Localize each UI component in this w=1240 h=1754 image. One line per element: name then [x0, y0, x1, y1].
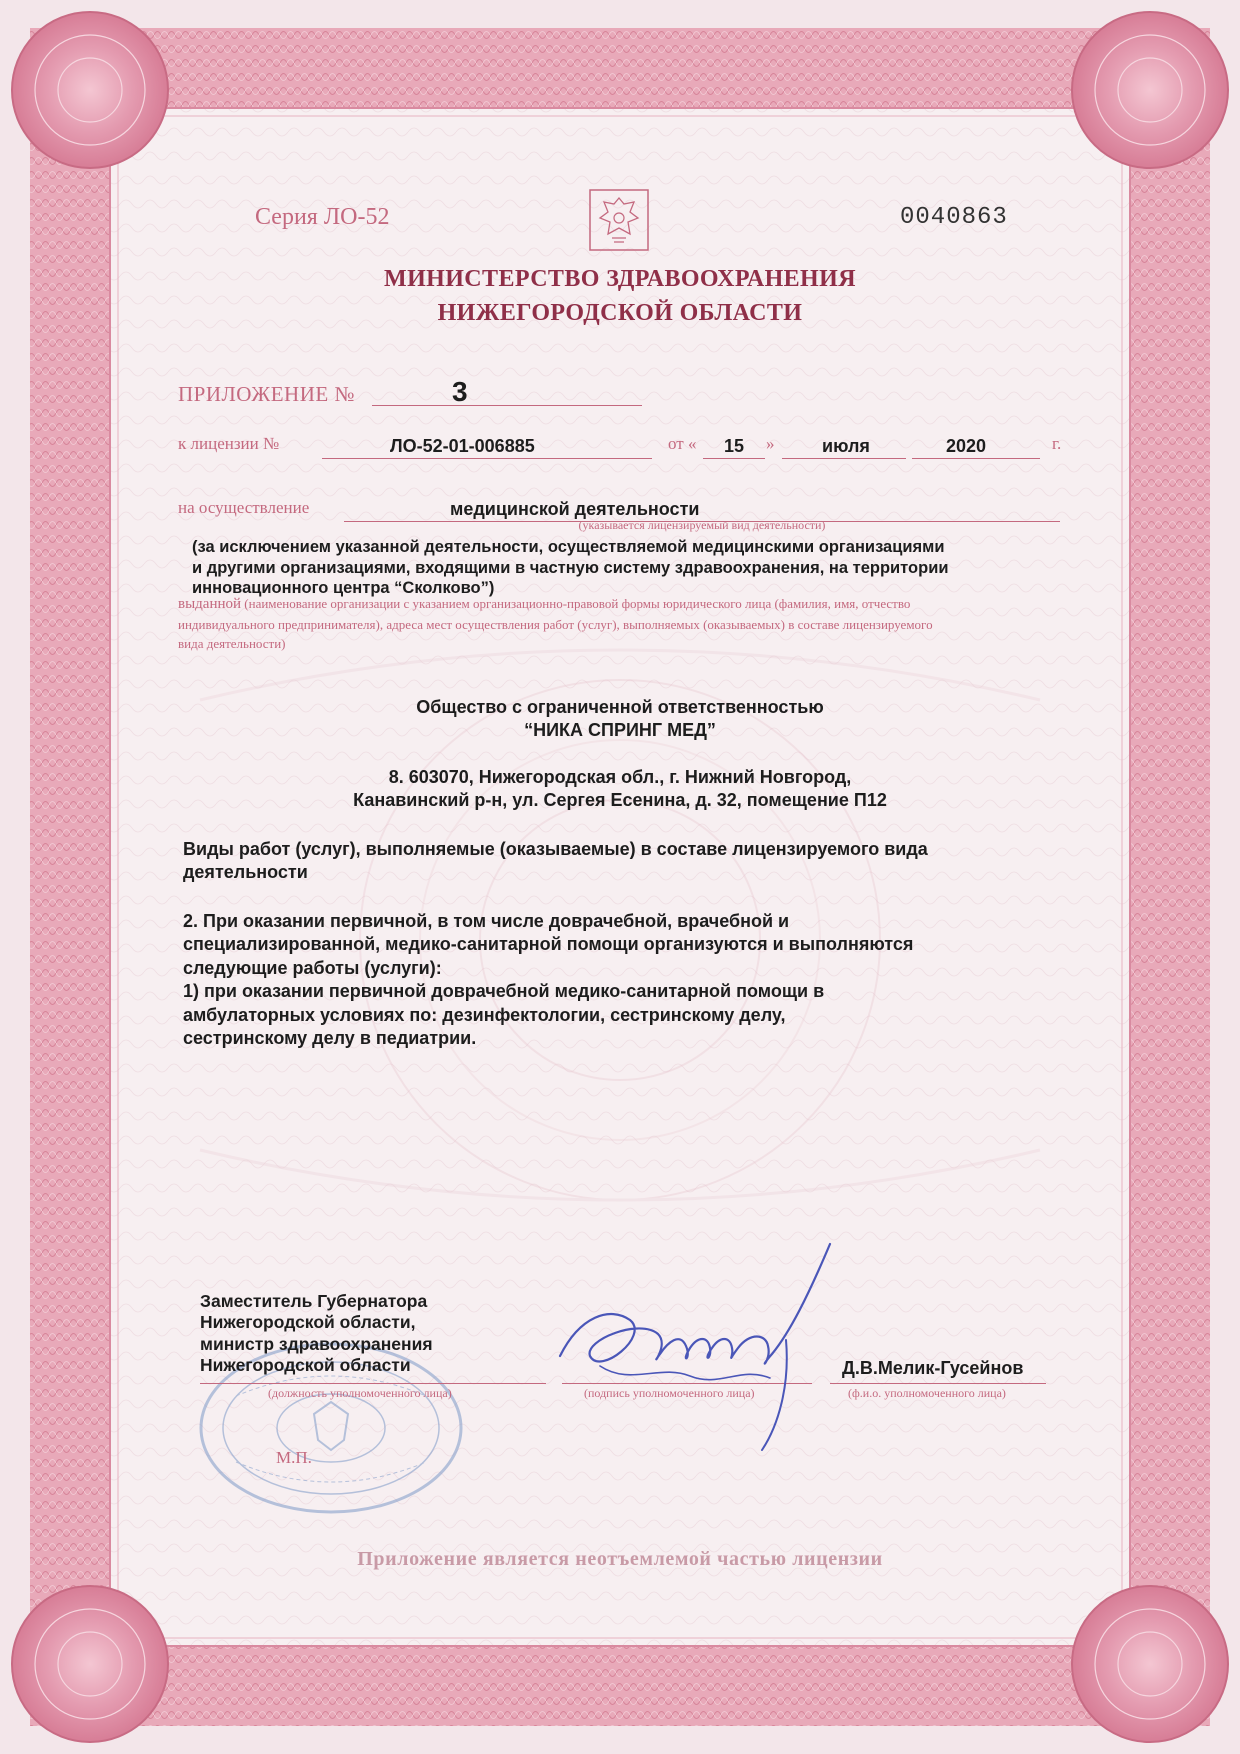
license-number: ЛО-52-01-006885: [390, 436, 535, 456]
organization-form: Общество с ограниченной ответственностью: [416, 697, 824, 717]
license-year-line: [912, 458, 1040, 459]
activity-exception-line: и другими организациями, входящими в частную систему здравоохранения, на территории: [192, 558, 949, 577]
blank-number: 0040863: [900, 204, 1008, 231]
signer-name: Д.В.Мелик-Гусейнов: [842, 1358, 1024, 1378]
works-line: сестринскому делу в педиатрии.: [183, 1027, 477, 1048]
license-label: к лицензии №: [178, 434, 280, 453]
works-line: следующие работы (услуги):: [183, 957, 442, 978]
issued-label: выданной: [178, 596, 242, 612]
handwritten-signature: [540, 1236, 840, 1456]
activity-exception-line: инновационного центра “Сколково”): [192, 579, 495, 598]
works-heading-line: деятельности: [183, 862, 308, 883]
coat-of-arms-icon: [588, 188, 650, 252]
appendix-number-line: [372, 405, 642, 406]
signer-position-line: Заместитель Губернатора: [200, 1291, 428, 1311]
appendix-label: ПРИЛОЖЕНИЕ №: [178, 382, 355, 406]
footer-note: Приложение является неотъемлемой частью лицензии: [357, 1548, 883, 1570]
license-number-line: [322, 458, 652, 459]
license-month: июля: [822, 436, 870, 456]
license-day-close: »: [766, 434, 775, 453]
address-line: 8. 603070, Нижегородская обл., г. Нижний Новгород,: [388, 767, 852, 787]
works-heading-line: Виды работ (услуг), выполняемые (оказываемые) в составе лицензируемого вида: [183, 839, 928, 859]
signer-position-line: Нижегородской области: [200, 1355, 411, 1376]
name-line: [830, 1383, 1046, 1384]
works-line: 2. При оказании первичной, в том числе доврачебной, врачебной и: [183, 911, 790, 931]
signer-position: [200, 1291, 433, 1376]
works-line: амбулаторных условиях по: дезинфектологии, сестринскому делу,: [183, 1004, 786, 1025]
license-month-line: [782, 458, 906, 459]
name-hint: (ф.и.о. уполномоченного лица): [848, 1386, 1006, 1400]
address-line: Канавинский р-н, ул. Сергея Есенина, д. 32, помещение П12: [353, 790, 887, 811]
issued-note-line2: индивидуального предпринимателя), адреса мест осуществления работ (услуг), выполняемых (оказываемых) в составе лицензируемого: [178, 616, 933, 632]
ministry-title-line1: МИНИСТЕРСТВО ЗДРАВООХРАНЕНИЯ: [384, 266, 856, 292]
license-date-from-label: от «: [668, 434, 697, 453]
signer-position-line: Нижегородской области,: [200, 1312, 416, 1333]
works-line: 1) при оказании первичной доврачебной медико-санитарной помощи в: [183, 981, 825, 1002]
signer-position-line: министр здравоохранения: [200, 1333, 433, 1354]
activity-hint: (указывается лицензируемый вид деятельности): [578, 518, 826, 532]
ministry-title-line2: НИЖЕГОРОДСКОЙ ОБЛАСТИ: [437, 300, 803, 326]
activity-value: медицинской деятельности: [450, 499, 700, 519]
works-heading: [183, 838, 928, 885]
series-label: Серия ЛО-52: [255, 204, 390, 230]
organization-block: [0, 696, 1240, 743]
issued-note-line3: вида деятельности): [178, 635, 286, 651]
license-day-line: [703, 458, 765, 459]
issued-note-line1: (наименование организации с указанием организационно-правовой формы юридического лица (фамилия, имя, отчество: [244, 596, 911, 611]
issued-to-note: [178, 594, 1068, 653]
works-list: [183, 910, 913, 1050]
license-year-suffix: г.: [1052, 434, 1062, 453]
position-line: [200, 1383, 546, 1384]
organization-address: [0, 766, 1240, 813]
organization-name: “НИКА СПРИНГ МЕД”: [524, 720, 716, 741]
appendix-number: 3: [452, 376, 468, 407]
signature-hint: (подпись уполномоченного лица): [584, 1386, 755, 1400]
stamp-place-label: М.П.: [276, 1448, 312, 1467]
activity-exception: [192, 537, 949, 599]
activity-exception-line: (за исключением указанной деятельности, осуществляемой медицинскими организациями: [192, 538, 945, 556]
works-line: специализированной, медико-санитарной помощи организуются и выполняются: [183, 934, 914, 955]
activity-label: на осуществление: [178, 498, 310, 517]
position-hint: (должность уполномоченного лица): [268, 1386, 452, 1400]
license-year: 2020: [946, 436, 987, 456]
license-day: 15: [724, 436, 745, 456]
